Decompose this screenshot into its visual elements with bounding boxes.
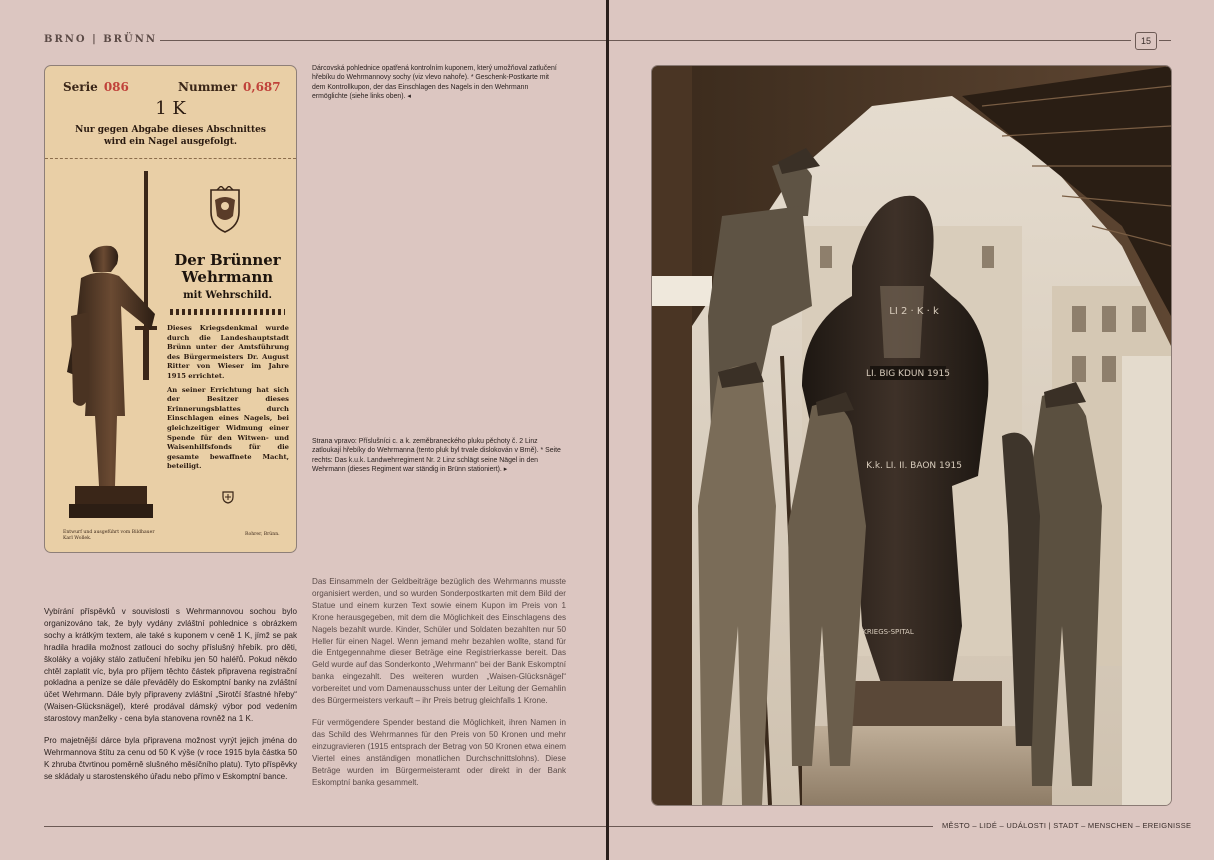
photo-lower-text: K.k. LI. II. BAON 1915	[866, 461, 962, 471]
footer-rule	[609, 826, 933, 827]
postcard-ornament	[170, 309, 285, 315]
section-title: BRNO | BRÜNN	[44, 34, 157, 45]
coupon-note-line2: wird ein Nagel ausgefolgt.	[103, 137, 238, 147]
wehrmann-statue-figure	[55, 166, 170, 536]
header-rule	[609, 40, 1131, 41]
photo-shield-text: LI 2 · K · k	[889, 306, 939, 317]
postcard-body	[167, 324, 289, 476]
postcard-subtitle: mit Wehrschild.	[183, 290, 272, 301]
footer-section-label: MĚSTO – LIDÉ – UDÁLOSTI | STADT – MENSCHEN – EREIGNISSE	[942, 821, 1192, 830]
postcard-nummer	[178, 80, 281, 94]
body-czech-p1: Vybírání příspěvků v souvislosti s Wehrmannovou sochou bylo organizováno tak, že byly vydány zvláštní pohlednice s obrázkem sochy a krátkým textem, ale také s kuponem v ceně 1 K, jímž se pak hradila hradila možnost zatlouci do sochy příslušný hřebík. pro děti, školáky a vojáky stálo zatlučení hřebíku jen 50 haléřů. Pokud někdo chtěl zaplatit víc, byla pro příjem těchto částek připravena registrační pokladna a peníze se dále převáděly do Eskomptní banky na zvláštní účet Wehrmann. Dále byly připraveny zvláštní „Sirotčí šťastné hřeby“ (Waisen-Glücksnägel), které prodával dámský výbor pod vedením starostovy manželky - cena byla stanovena rovněž na 1 K.	[44, 607, 297, 724]
nummer-value: 0,687	[243, 80, 281, 94]
postcard-credit: Entwurf und ausgeführt vom Bildhauer Karl Wollek.	[63, 530, 155, 541]
historical-photograph	[651, 65, 1172, 806]
emblem-icon	[221, 490, 235, 504]
coat-of-arms-icon	[203, 186, 247, 234]
caption-postcard: Dárcovská pohlednice opatřená kontrolním kuponem, který umožňoval zatlučení hřebíku do Wehrmannovy sochy (viz vlevo nahoře). * Geschenk-Postkarte mit dem Kontrollkupon, der das Einschlagen des Nagels in den Wehrmann ermöglichte (siehe links oben). ◂	[312, 65, 557, 101]
coupon-note-line1: Nur gegen Abgabe dieses Abschnittes	[75, 125, 266, 135]
footer-rule	[44, 826, 606, 827]
photo-belt-text: LI. BIG KDUN 1915	[866, 369, 950, 379]
body-german-p2: Für vermögendere Spender bestand die Möglichkeit, ihren Namen in das Schild des Wehrmannes für den Preis von 50 Kronen und mehr einzugravieren (1915 entsprach der Betrag von 50 Kronen etwa einem Viertel eines anständigen monatlichen Durchschnittslohns). Diese Beträge wurden im Bürgermeisteramt oder direkt in der Bank Eskomptní banka gesammelt.	[312, 717, 566, 787]
photo-scene	[652, 66, 1171, 805]
header-rule	[160, 40, 606, 41]
postcard-printer: Rohrer, Brünn.	[245, 532, 280, 537]
page-number: 15	[1135, 32, 1157, 50]
header-dash	[1159, 40, 1171, 41]
postcard-body-p2: An seiner Errichtung hat sich der Besitzer dieses Erinnerungsblattes durch Einschlagen eines Nagels, bei gleichzeitiger Widmung einer Spende für den Witwen- und Waisenhilfsfonds für die gesamte bewaffnete Macht, beteiligt.	[167, 385, 289, 471]
page-gutter	[606, 0, 609, 860]
postcard-title	[165, 252, 290, 286]
postcard-body-p1: Dieses Kriegsdenkmal wurde durch die Landeshauptstadt Brünn unter der Amtsführung des Bürgermeisters Dr. August Ritter von Wieser im Jahre 1915 errichtet.	[167, 324, 289, 380]
serie-label: Serie	[63, 80, 98, 94]
postcard-title-line2: Wehrmann	[181, 268, 274, 286]
postcard-title-line1: Der Brünner	[174, 251, 281, 269]
nummer-label: Nummer	[178, 80, 238, 94]
postcard-coupon	[45, 66, 296, 159]
coupon-value: 1 K	[155, 98, 186, 119]
body-czech-p2: Pro majetnější dárce byla připravena možnost vyrýt jejich jména do Wehrmannova štítu za cenu od 50 K výše (v roce 1915 byla částka 50 K zhruba čtvrtinou poměrně slušného měsíčního platu). Tyto příspěvky se skládaly u starostenského úřadu nebo přímo v Eskomptní bance.	[44, 736, 297, 781]
body-text-czech	[44, 606, 297, 793]
donation-postcard	[44, 65, 297, 553]
serie-value: 086	[103, 80, 129, 94]
caption-photo: Strana vpravo: Příslušníci c. a k. zeměbraneckého pluku pěchoty č. 2 Linz zatloukají hřebíky do Wehrmanna (tento pluk byl trvale dislokován v Brně). * Seite rechts: Das k.u.k. Landwehrregiment Nr. 2 Linz schlägt seine Nägel in den Wehrmann (dieses Regiment war ständig in Brünn stationiert). ▸	[312, 438, 561, 474]
body-text-german	[312, 576, 566, 798]
body-german-p1: Das Einsammeln der Geldbeiträge bezüglich des Wehrmanns musste organisiert werden, und so wurden Sonderpostkarten mit dem Bild der Statue und einem kurzen Text sowie einem Kupon im Preis von 1 Krone herausgegeben, mit dem die Möglichkeit des Einschlagens des Nagels bezahlt wurde. Kinder, Schüler und Soldaten bezahlten nur 50 Heller für einen Nagel. Wenn jemand mehr bezahlen wollte, stand für die Entgegennahme dieser Beträge eine Registrierkasse bereit. Das Geld wurde auf das Sonderkonto „Wehrmann“ bei der Bank Eskomptní banka eingezahlt. Des weiteren wurden „Waisen-Glücksnägel“ vorbereitet und vom Damenausschuss unter der Leitung der Gemahlin des Bürgermeisters verkauft – ihr Preis betrug gleichfalls 1 Krone.	[312, 577, 566, 706]
postcard-serie	[63, 80, 129, 94]
photo-base-text: KRIEGS-SPITAL	[862, 628, 914, 636]
coupon-note	[65, 124, 276, 148]
